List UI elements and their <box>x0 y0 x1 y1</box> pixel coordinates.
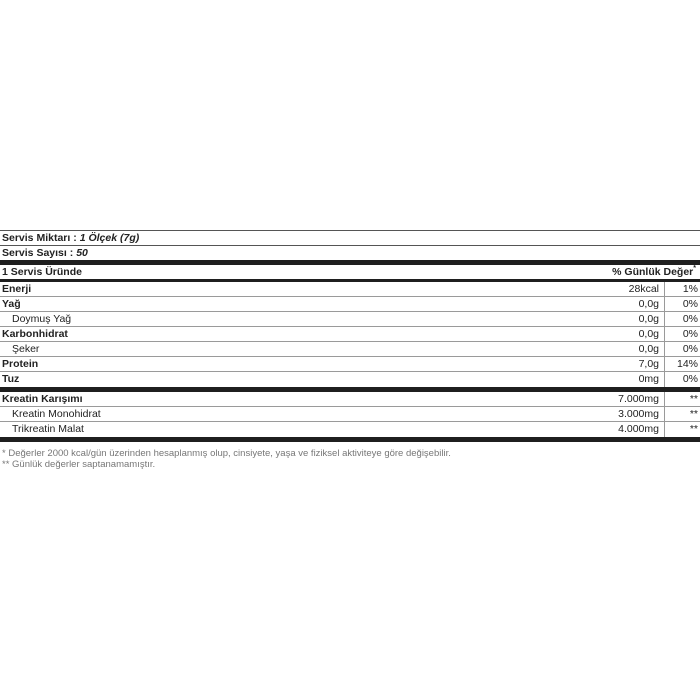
nutrient-percent: 14% <box>664 357 700 371</box>
per-serving-header: 1 Servis Üründe <box>2 266 82 278</box>
ingredient-value: 7.000mg <box>618 393 659 405</box>
daily-value-header-text: % Günlük Değer <box>612 266 694 278</box>
nutrient-name: Karbonhidrat <box>2 328 68 340</box>
footnote-not-established: ** Günlük değerler saptanamamıştır. <box>2 459 156 470</box>
daily-value-footnote-mark: * <box>693 265 696 272</box>
nutrient-name: Yağ <box>2 298 21 310</box>
nutrient-value: 0,0g <box>638 313 659 325</box>
nutrient-value: 0mg <box>638 373 659 385</box>
nutrient-percent: 0% <box>664 297 700 311</box>
ingredient-name: Kreatin Monohidrat <box>12 408 101 420</box>
ingredient-percent: ** <box>664 422 700 437</box>
nutrition-facts-panel <box>0 230 700 442</box>
serving-size-value: 1 Ölçek (7g) <box>79 232 140 244</box>
nutrient-name: Enerji <box>2 283 32 295</box>
ingredient-value: 4.000mg <box>618 423 659 435</box>
footnote-daily-values: * Değerler 2000 kcal/gün üzerinden hesaplanmış olup, cinsiyete, yaşa ve fiziksel aktiviteye göre değişebilir. <box>2 448 451 459</box>
nutrient-row-protein <box>0 357 700 372</box>
nutrient-percent: 0% <box>664 342 700 356</box>
nutrient-value: 28kcal <box>628 283 659 295</box>
column-header-row <box>0 265 700 279</box>
ingredient-name: Trikreatin Malat <box>12 423 84 435</box>
serving-count-row <box>0 246 700 260</box>
creatine-row-monohydrate <box>0 407 700 422</box>
ingredient-percent: ** <box>664 407 700 421</box>
ingredient-name: Kreatin Karışımı <box>2 393 83 405</box>
nutrient-percent: 0% <box>664 327 700 341</box>
nutrient-name: Protein <box>2 358 39 370</box>
daily-value-header <box>612 265 698 279</box>
nutrient-row-sugar <box>0 342 700 357</box>
nutrient-name: Şeker <box>12 343 40 355</box>
serving-size-row <box>0 231 700 245</box>
nutrient-row-energy <box>0 282 700 297</box>
nutrient-value: 0,0g <box>638 343 659 355</box>
ingredient-percent: ** <box>664 392 700 406</box>
footnotes <box>2 448 451 470</box>
creatine-row-blend <box>0 392 700 407</box>
nutrient-name: Tuz <box>2 373 20 385</box>
nutrient-value: 0,0g <box>638 328 659 340</box>
bottom-divider <box>0 437 700 442</box>
nutrient-percent: 0% <box>664 372 700 387</box>
ingredient-value: 3.000mg <box>618 408 659 420</box>
serving-size-label: Servis Miktarı : <box>2 232 77 244</box>
nutrient-percent: 1% <box>664 282 700 296</box>
nutrient-row-salt <box>0 372 700 387</box>
nutrient-name: Doymuş Yağ <box>12 313 72 325</box>
nutrient-row-fat <box>0 297 700 312</box>
nutrient-row-carbohydrate <box>0 327 700 342</box>
nutrient-value: 0,0g <box>638 298 659 310</box>
nutrient-row-saturated-fat <box>0 312 700 327</box>
serving-count-value: 50 <box>76 247 88 259</box>
nutrient-percent: 0% <box>664 312 700 326</box>
nutrient-value: 7,0g <box>638 358 659 370</box>
creatine-row-malate <box>0 422 700 437</box>
serving-count-label: Servis Sayısı : <box>2 247 74 259</box>
